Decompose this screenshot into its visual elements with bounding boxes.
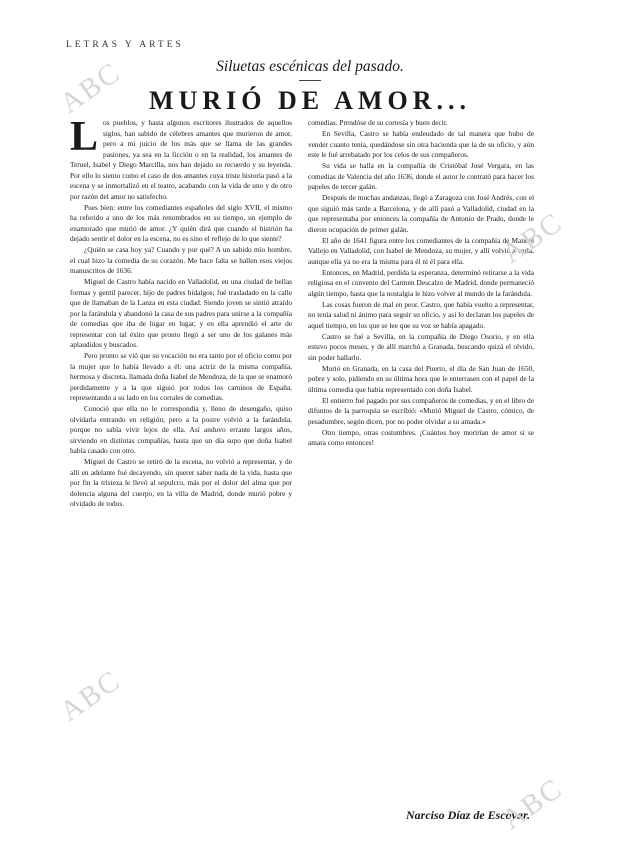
paragraph-text: os pueblos, y hasta algunos escritores ilustrados de aquellos siglos, han sabido de célebres amantes que murieron de amor, pero a mi juicio de los más que se llama de las grandes pasiones, ya sea en la ficción o en la realidad, los amantes de Teruel, Isabel y Diego Marcilla, nos han dejado su recuerdo y su leyenda. Por ello lo siento como el caso de dos amantes cuya triste historia pasó a la escena y se inmortalizó en el teatro, acabando con la vida de uno y de otro por razón del amor no satisfecho. — [70, 118, 292, 201]
paragraph: En Sevilla, Castro se había endeudado de tal manera que hubo de vender cuanto tenía, quedándose sin otra hacienda que la de su oficio, y aún este le fué arrebatado por los celos de sus compañeros. — [308, 129, 534, 159]
drop-cap: L — [70, 114, 99, 160]
paragraph: Murió en Granada, en la casa del Puerto, el día de San Juan de 1650, pobre y solo, pidiendo en su última hora que le enterrasen con el papel de la última comedia que había representado con doña Isabel. — [308, 363, 534, 394]
author-signature: Narciso Díaz de Escovar. — [406, 808, 530, 822]
paragraph: Castro se fué a Sevilla, en la compañía de Diego Osorio, y en ella estuvo pocos meses, y de allí marchó a Granada, buscando quizá el olvido, sin poder hallarlo. — [308, 331, 534, 362]
paragraph — [70, 114, 292, 202]
watermark: ABC — [54, 664, 127, 729]
title-divider — [299, 80, 321, 81]
paragraph: Su vida se halla en la compañía de Cristóbal José Vergara, en las comedias de Valencia del año 1636, donde el autor le contrató para hacer los papeles de tercer galán. — [308, 161, 534, 191]
paragraph: ¿Quién se casa hoy ya? Cuando y por qué? A un sabido mio hombre, el cual hizo la comedia de su corazón. Me hace falta se hallen esos viejos manuscritos de 1636. — [70, 245, 292, 275]
paragraph: comedias. Prendóse de su cortesía y buen decir. — [308, 118, 448, 127]
watermark: ABC — [54, 56, 127, 121]
paragraph: Miguel de Castro había nacido en Valladolid, en una ciudad de bellas formas y gentil parecer, hijo de padres hidalgos; fué trasladado en la calle que de llamaban de la Lanza en esta ciudad. Siendo joven se sintió atraído por la farándula y abandonó la casa de sus padres para unirse a la compañía de comedias que iba de lugar en lugar, y en ella aprendió el arte de representar con tal éxito que pronto llegó a ser uno de los galanes más aplaudidos y buscados. — [70, 277, 292, 349]
article-subtitle: Siluetas escénicas del pasado. — [216, 58, 404, 75]
paragraph: Entonces, en Madrid, perdida la esperanza, determinó retirarse a la vida religiosa en el convento del Carmen Descalzo de Madrid, donde permaneció algún tiempo, hasta que la nostalgia le hizo volver al mundo de la farándula. — [308, 267, 534, 298]
paragraph: Después de muchas andanzas, llegó a Zaragoza con José Andrés, con el que siguió más tarde a Barcelona, y de allí pasó a Valladolid, ciudad en la que representaba por entonces la compañía de Antonio de Prado, donde le dieron ocupación de primer galán. — [308, 193, 534, 234]
article-title: MURIÓ DE AMOR... — [149, 86, 471, 115]
right-column — [308, 118, 534, 698]
paragraph: El entierro fué pagado por sus compañeros de comedias, y en el libro de difuntos de la parroquia se escribió: «Murió Miguel de Castro, cómico, de pesadumbre, según dicen, por no poder olvidar a su amada.» — [308, 395, 534, 426]
paragraph: El año de 1641 figura entre los comediantes de la compañía de Manuel Vallejo en Valladolid, con Isabel de Mendoza, su mujer, y allí volvió a verla, aunque ella ya no era la misma para él ni él para ella. — [308, 235, 534, 266]
watermark: ABC — [496, 206, 569, 271]
paragraph: Conoció que ella no le correspondía y, lleno de desengaño, quiso olvidarla entrando en religión; pero a la postre volvió a la farándula, porque no sabía vivir lejos de ella. Así anduvo errante largos años, sirviendo en distintas compañías, hasta que un día supo que doña Isabel había casado con otro. — [70, 404, 292, 455]
paragraph: Las cosas fueron de mal en peor. Castro, que había vuelto a representar, no tenía salud ni ánimo para seguir su oficio, y así lo declaran los papeles de aquel tiempo, en los que se lee que su voz se había apagado. — [308, 299, 534, 330]
paragraph: Pues bien: entre los comediantes españoles del siglo XVII, el mismo ha referido a uno de los más renombrados en su tiempo, un ejemplo de enamorado que murió de amor. ¿Y quién dirá que cuando el histrión ha dejado sentir el dolor en la escena, no es sino el reflejo de lo que siente? — [70, 202, 292, 243]
section-header: LETRAS Y ARTES — [66, 40, 184, 50]
watermark: ABC — [496, 772, 569, 837]
paragraph: Otro tiempo, otras costumbres. ¡Cuántos hoy morirían de amor si se amara como entonces! — [308, 427, 534, 447]
paragraph: Miguel de Castro se retiró de la escena, no volvió a representar, y de allí en adelante fué decayendo, sin querer saber nada de la vida, hasta que por fin la tristeza le llevó al sepulcro, más por el dolor del alma que por dolencia alguna del cuerpo, en la villa de Madrid, donde murió pobre y olvidado de todos. — [70, 457, 292, 508]
left-column — [70, 114, 292, 840]
paragraph: Pero pronto se vió que su vocación no era tanto por el oficio como por la mujer que lo había llevado a él: una actriz de la misma compañía, hermosa y discreta, llamada doña Isabel de Mendoza, de la que se enamoró perdidamente y a la que siguió por todos los caminos de España, representando a su lado en los corrales de comedias. — [70, 351, 292, 402]
